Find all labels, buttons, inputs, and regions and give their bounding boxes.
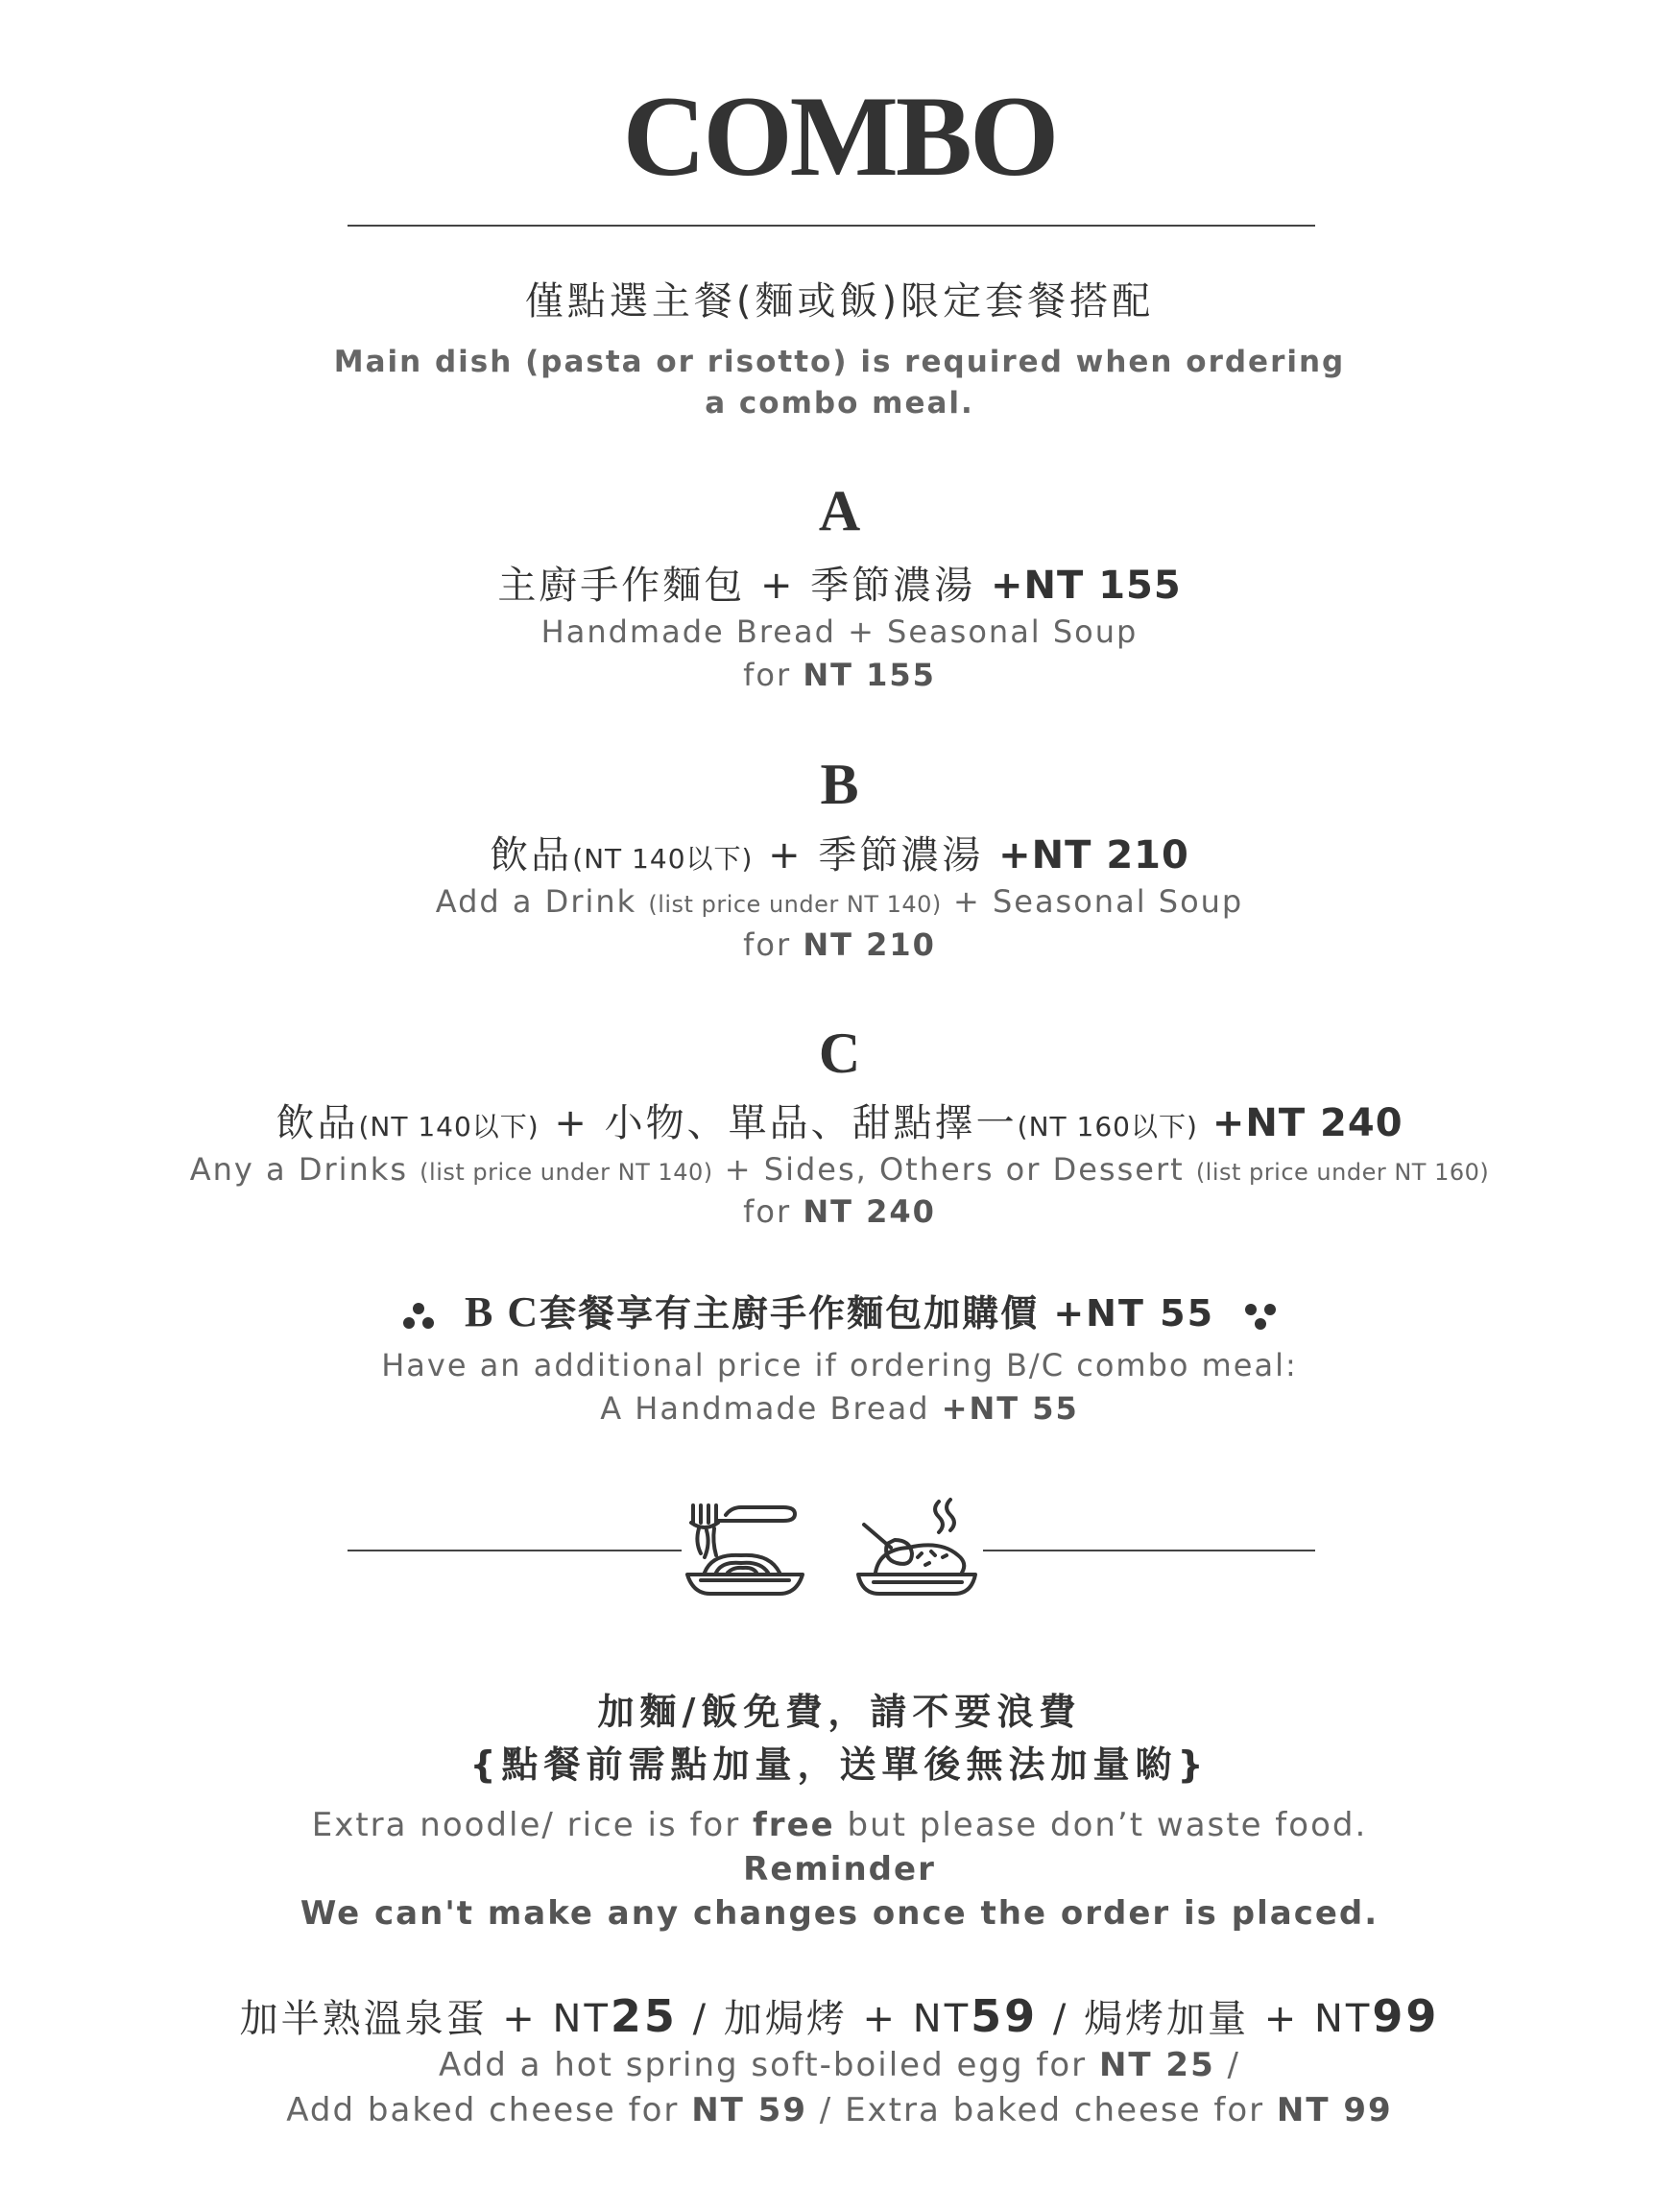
combo-a-zh bbox=[0, 561, 1679, 611]
combo-b-for-label: for bbox=[743, 926, 804, 963]
bread-addon-letters: B C bbox=[464, 1288, 540, 1335]
extras-en-line1a: Add a hot spring soft-boiled egg for bbox=[438, 2046, 1099, 2084]
combo-c-for-price: NT 240 bbox=[803, 1193, 936, 1230]
bread-addon-text: 套餐享有主廚手作麵包加購價 +NT 55 bbox=[540, 1292, 1215, 1334]
combo-c-en-a: Any a Drinks bbox=[189, 1151, 420, 1188]
extras-en-line2a: Add baked cheese for bbox=[286, 2091, 692, 2129]
combo-c-en-small2: (list price under NT 160) bbox=[1195, 1159, 1490, 1186]
left-dots-icon bbox=[401, 1302, 436, 1331]
combo-b-en-a: Add a Drink bbox=[435, 883, 649, 920]
extras-num-1: 25 bbox=[610, 1990, 678, 2042]
reminder-text: We can't make any changes once the order is placed. bbox=[300, 1894, 1379, 1933]
reminder-label: Reminder bbox=[743, 1850, 936, 1888]
extras-en-line2-price1: NT 59 bbox=[691, 2091, 807, 2129]
combo-a-zh-items: 主廚手作麵包 + 季節濃湯 bbox=[497, 564, 991, 608]
combo-c-zh bbox=[0, 1098, 1679, 1152]
extras-zh-3: / 焗烤加量 + NT bbox=[1038, 1997, 1373, 2041]
combo-c-en-small1: (list price under NT 140) bbox=[420, 1159, 713, 1186]
combo-c-zh-b: + 小物、單品、甜點擇一 bbox=[539, 1101, 1018, 1145]
free-refill-zh-line1: 加麵/飯免費，請不要浪費 bbox=[597, 1691, 1082, 1733]
combo-b-zh-b: + 季節濃湯 bbox=[753, 833, 999, 878]
extras-en-line1 bbox=[0, 2043, 1679, 2087]
title-divider bbox=[348, 225, 1315, 227]
combo-b-zh-small: (NT 140以下) bbox=[572, 843, 754, 875]
extras-num-3: 99 bbox=[1372, 1990, 1440, 2042]
free-refill-en bbox=[0, 1803, 1679, 1847]
free-refill-en-free: free bbox=[753, 1806, 835, 1844]
combo-c-zh-small1: (NT 140以下) bbox=[358, 1111, 540, 1142]
extras-zh-1: 加半熟溫泉蛋 + NT bbox=[239, 1997, 611, 2041]
page-title: COMBO bbox=[622, 72, 1057, 200]
combo-c-en-b: + Sides, Others or Dessert bbox=[712, 1151, 1196, 1188]
combo-a-for-label: for bbox=[743, 657, 804, 693]
combo-b-zh bbox=[0, 830, 1679, 884]
combo-a-zh-price: +NT 155 bbox=[990, 564, 1182, 608]
combo-c-zh-a: 飲品 bbox=[276, 1101, 359, 1145]
combo-a-for bbox=[0, 654, 1679, 696]
bread-addon-en-price: +NT 55 bbox=[941, 1390, 1079, 1427]
combo-c-for-label: for bbox=[743, 1193, 804, 1230]
combo-b-zh-price: +NT 210 bbox=[998, 833, 1189, 878]
combo-b-en bbox=[0, 880, 1679, 926]
free-refill-en-b: but please don’t waste food. bbox=[834, 1806, 1368, 1844]
bread-addon-en-line1: Have an additional price if ordering B/C combo meal: bbox=[381, 1347, 1298, 1383]
combo-b-for bbox=[0, 924, 1679, 966]
extras-num-2: 59 bbox=[971, 1990, 1039, 2042]
combo-c-zh-small2: (NT 160以下) bbox=[1017, 1111, 1198, 1142]
combo-b-en-b: + Seasonal Soup bbox=[941, 883, 1244, 920]
risotto-plate-icon bbox=[854, 1496, 979, 1605]
free-refill-en-a: Extra noodle/ rice is for bbox=[311, 1806, 754, 1844]
free-refill-zh-line2: {點餐前需點加量，送單後無法加量喲} bbox=[469, 1743, 1210, 1786]
extras-zh-2: / 加焗烤 + NT bbox=[677, 1997, 971, 2041]
combo-a-en: Handmade Bread + Seasonal Soup bbox=[540, 613, 1139, 650]
icon-divider-left bbox=[348, 1550, 682, 1551]
extras-en-line1b: / bbox=[1214, 2046, 1241, 2084]
extras-en-line1-price: NT 25 bbox=[1098, 2046, 1215, 2084]
extras-en-line2b: / Extra baked cheese for bbox=[807, 2091, 1277, 2129]
icon-divider-right bbox=[983, 1550, 1315, 1551]
combo-c-zh-price: +NT 240 bbox=[1197, 1101, 1403, 1145]
combo-b-zh-a: 飲品 bbox=[490, 833, 573, 878]
combo-b-letter: B bbox=[820, 753, 859, 816]
bread-addon-en-line2 bbox=[0, 1387, 1679, 1430]
combo-c-letter: C bbox=[818, 1022, 861, 1085]
combo-c-en bbox=[0, 1148, 1679, 1193]
pasta-plate-icon bbox=[684, 1500, 808, 1605]
bread-addon-en-label: A Handmade Bread bbox=[600, 1390, 942, 1427]
right-dots-icon bbox=[1243, 1302, 1278, 1331]
bread-addon-zh bbox=[0, 1287, 1679, 1338]
intro-zh: 僅點選主餐(麵或飯)限定套餐搭配 bbox=[524, 279, 1155, 324]
intro-en-line1: Main dish (pasta or risotto) is required when ordering bbox=[333, 345, 1346, 379]
extras-en-line2 bbox=[0, 2088, 1679, 2132]
combo-b-for-price: NT 210 bbox=[803, 926, 936, 963]
extras-zh bbox=[0, 1991, 1679, 2044]
combo-a-for-price: NT 155 bbox=[803, 657, 936, 693]
combo-a-letter: A bbox=[818, 479, 861, 542]
intro-en-line2: a combo meal. bbox=[705, 386, 974, 421]
combo-b-en-small: (list price under NT 140) bbox=[648, 891, 942, 918]
extras-en-line2-price2: NT 99 bbox=[1276, 2091, 1393, 2129]
combo-c-for bbox=[0, 1190, 1679, 1233]
